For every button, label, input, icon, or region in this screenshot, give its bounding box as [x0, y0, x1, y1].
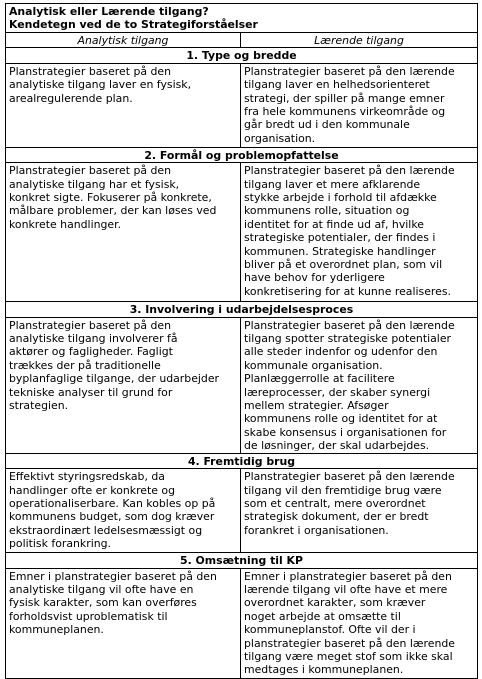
text-line: medtages i kommuneplanen. — [244, 663, 404, 677]
text-line: analytiske tilgang involverer få — [9, 332, 178, 346]
text-line: kommunens budget, som dog kræver — [9, 510, 215, 524]
text-line: forankret i organisationen. — [244, 523, 389, 537]
text-line: bliver på et overordnet plan, som vil — [244, 258, 443, 272]
text-line: kommunen. Strategiske handlinger — [244, 244, 436, 258]
section-heading-row — [6, 302, 478, 317]
strategy-comparison-table — [5, 3, 478, 679]
text-line: kommuneplanen. — [9, 623, 104, 637]
laerende-cell — [241, 63, 478, 147]
text-line: Planstrategier baseret på den — [9, 318, 172, 332]
column-header-row — [6, 33, 478, 48]
text-line: overordnet karakter, som kræver — [244, 596, 426, 610]
text-line: Emner i planstrategier baseret på den — [244, 569, 452, 583]
section-heading-row — [6, 453, 478, 468]
text-line: politisk forankring. — [9, 537, 112, 551]
text-line: tilgang laver en helhedsorienteret — [244, 78, 430, 92]
text-line: kommuneplanstof. Ofte vil der i — [244, 623, 416, 637]
section-content-row — [6, 469, 478, 553]
section-heading: 3. Involvering i udarbejdelsesproces — [6, 302, 478, 317]
section-content-row — [6, 317, 478, 453]
title-row — [6, 4, 478, 33]
text-line: ekstraordinært ledelsesmæssigt og — [9, 523, 203, 537]
laerende-cell — [241, 568, 478, 678]
text-line: kommunale organisation. — [244, 358, 383, 372]
text-line: kommunens rolle, situation og — [244, 204, 410, 218]
text-line: have behov for yderligere — [244, 271, 385, 285]
text-line: strategisk dokument, der er bredt — [244, 510, 429, 524]
laerende-cell — [241, 317, 478, 453]
text-line: tilgang laver et mere afklarende — [244, 177, 421, 191]
text-line: Planstrategier baseret på den lærende — [244, 164, 455, 178]
text-line: tilgang vil den fremtidige brug være — [244, 483, 442, 497]
text-line: strategien. — [9, 399, 69, 413]
text-line: tilgang være meget stof som ikke skal — [244, 649, 453, 663]
section-heading: 5. Omsætning til KP — [6, 553, 478, 568]
text-line: konkret sigte. Fokuserer på konkrete, — [9, 191, 212, 205]
analytisk-cell — [6, 568, 241, 678]
text-line: tilgang spotter strategiske potentialer — [244, 332, 451, 346]
analytisk-cell — [6, 317, 241, 453]
section-heading-row — [6, 48, 478, 63]
text-line: læreprocesser, der skaber synergi — [244, 385, 431, 399]
text-line: analytiske tilgang laver en fysisk, — [9, 78, 192, 92]
section-heading: 2. Formål og problemopfattelse — [6, 147, 478, 162]
section-heading-row — [6, 553, 478, 568]
text-line: Planstrategier baseret på den lærende — [244, 470, 455, 484]
table-title — [6, 4, 478, 33]
text-line: planstrategier baseret på den lærende — [244, 636, 455, 650]
text-line: arealregulerende plan. — [9, 91, 133, 105]
analytisk-cell — [6, 63, 241, 147]
section-heading: 4. Fremtidig brug — [6, 453, 478, 468]
section-heading: 1. Type og bredde — [6, 48, 478, 63]
text-line: målbare problemer, der kan løses ved — [9, 204, 217, 218]
text-line: fysisk karakter, som kan overføres — [9, 596, 197, 610]
text-line: konkretisering for at kunne realiseres. — [244, 284, 451, 298]
text-line: skabe konsensus i organisationen for — [244, 425, 447, 439]
text-line: byplanfaglige tilgange, der udarbejder — [9, 372, 220, 386]
text-line: alle steder indenfor og udenfor den — [244, 345, 438, 359]
text-line: som et centralt, mere overordnet — [244, 496, 426, 510]
text-line: kommunens rolle og identitet for at — [244, 412, 438, 426]
text-line: Effektivt styringsredskab, da — [9, 470, 165, 484]
text-line: organisation. — [244, 131, 316, 145]
text-line: analytiske tilgang vil ofte have en — [9, 582, 194, 596]
text-line: trækkes der på traditionelle — [9, 358, 161, 372]
analytisk-cell — [6, 469, 241, 553]
text-line: aktører og fagligheder. Fagligt — [9, 345, 173, 359]
text-line: operationaliserbare. Kan kobles op på — [9, 496, 216, 510]
laerende-cell — [241, 163, 478, 302]
section-content-row — [6, 163, 478, 302]
text-line: går bredt ud i den kommunale — [244, 118, 410, 132]
column-header-analytisk: Analytisk tilgang — [6, 33, 241, 48]
text-line: tekniske analyser til grund for — [9, 385, 173, 399]
section-content-row — [6, 568, 478, 678]
text-line: Planstrategier baseret på den — [9, 64, 172, 78]
column-header-laerende: Lærende tilgang — [241, 33, 478, 48]
text-line: konkrete handlinger. — [9, 217, 122, 231]
text-line: identitet for at finde ud af, hvilke — [244, 217, 424, 231]
section-heading-row — [6, 147, 478, 162]
text-line: Emner i planstrategier baseret på den — [9, 569, 217, 583]
text-line: Planstrategier baseret på den lærende — [244, 318, 455, 332]
text-line: strategiske potentialer, der findes i — [244, 231, 436, 245]
text-line: analytiske tilgang har et fysisk, — [9, 177, 180, 191]
text-line: Planstrategier baseret på den lærende — [244, 64, 455, 78]
text-line: forholdsvist uproblematisk til — [9, 609, 168, 623]
title-line-2: Kendetegn ved de to Strategiforståelser — [9, 18, 258, 32]
analytisk-cell — [6, 163, 241, 302]
text-line: mellem strategier. Afsøger — [244, 399, 389, 413]
text-line: Planlæggerrolle at facilitere — [244, 372, 395, 386]
laerende-cell — [241, 469, 478, 553]
text-line: stykke arbejde i forhold til afdække — [244, 191, 437, 205]
text-line: Planstrategier baseret på den — [9, 164, 172, 178]
text-line: noget arbejde at omsætte til — [244, 609, 401, 623]
text-line: strategi, der spiller på mange emner — [244, 91, 445, 105]
text-line: fra hele kommunens virkeområde og — [244, 105, 446, 119]
title-line-1: Analytisk eller Lærende tilgang? — [9, 5, 209, 18]
text-line: de løsninger, der skal udarbejdes. — [244, 439, 430, 453]
text-line: lærende tilgang vil ofte have et mere — [244, 582, 448, 596]
section-content-row — [6, 63, 478, 147]
text-line: handlinger ofte er konkrete og — [9, 483, 176, 497]
